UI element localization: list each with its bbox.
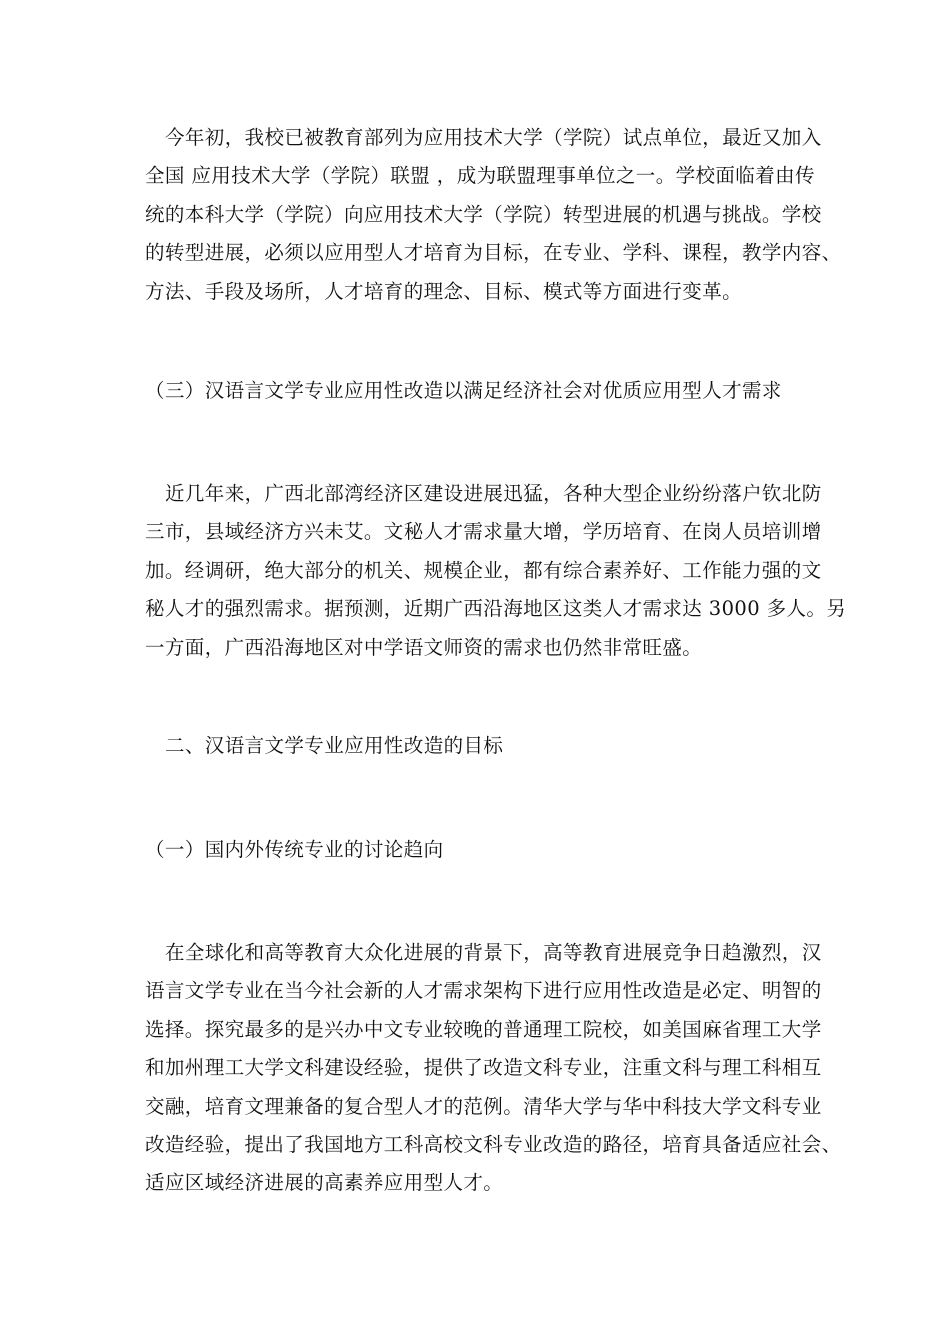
paragraph-line: 改造经验，提出了我国地方工科高校文科专业改造的路径，培育具备适应社会、 xyxy=(145,1133,842,1157)
paragraph-line: 和加州理工大学文科建设经验，提供了改造文科专业，注重文科与理工科相互 xyxy=(145,1056,822,1080)
subheading-three: （三）汉语言文学专业应用性改造以满足经济社会对优质应用型人才需求 xyxy=(145,379,782,402)
paragraph-line: 一方面，广西沿海地区对中学语文师资的需求也仍然非常旺盛。 xyxy=(145,635,703,659)
paragraph-line: 秘人才的强烈需求。据预测，近期广西沿海地区这类人才需求达 3000 多人。另 xyxy=(145,597,847,621)
subheading-one: （一）国内外传统专业的讨论趋向 xyxy=(145,838,444,861)
paragraph-line: 全国 应用技术大学（学院）联盟 ，成为联盟理事单位之一。学校面临着由传 xyxy=(145,164,815,188)
paragraph-line: 交融，培育文理兼备的复合型人才的范例。清华大学与华中科技大学文科专业 xyxy=(145,1094,822,1118)
paragraph-pilot-university xyxy=(145,119,842,311)
paragraph-line: 适应区域经济进展的高素养应用型人才。 xyxy=(145,1171,504,1195)
paragraph-line: 语言文学专业在当今社会新的人才需求架构下进行应用性改造是必定、明智的 xyxy=(145,979,822,1003)
paragraph-line: 加。经调研，绝大部分的机关、规模企业，都有综合素养好、工作能力强的文 xyxy=(145,558,822,582)
paragraph-line: 在全球化和高等教育大众化进展的背景下，高等教育进展竞争日趋激烈，汉 xyxy=(165,941,822,964)
paragraph-line: 的转型进展，必须以应用型人才培育为目标，在专业、学科、课程，教学内容、 xyxy=(145,241,842,265)
paragraph-line: 方法、手段及场所，人才培育的理念、目标、模式等方面进行变革。 xyxy=(145,279,743,303)
paragraph-beibu-gulf xyxy=(145,475,847,667)
paragraph-trends xyxy=(145,934,842,1203)
section-heading-two: 二、汉语言文学专业应用性改造的目标 xyxy=(165,734,504,757)
paragraph-line: 今年初，我校已被教育部列为应用技术大学（学院）试点单位，最近又加入 xyxy=(165,126,822,149)
paragraph-line: 近几年来，广西北部湾经济区建设进展迅猛，各种大型企业纷纷落户钦北防 xyxy=(165,482,822,505)
paragraph-line: 三市，县域经济方兴未艾。文秘人才需求量大增，学历培育、在岗人员培训增 xyxy=(145,520,822,544)
paragraph-line: 统的本科大学（学院）向应用技术大学（学院）转型进展的机遇与挑战。学校 xyxy=(145,202,822,226)
paragraph-line: 选择。探究最多的是兴办中文专业较晚的普通理工院校，如美国麻省理工大学 xyxy=(145,1017,822,1041)
